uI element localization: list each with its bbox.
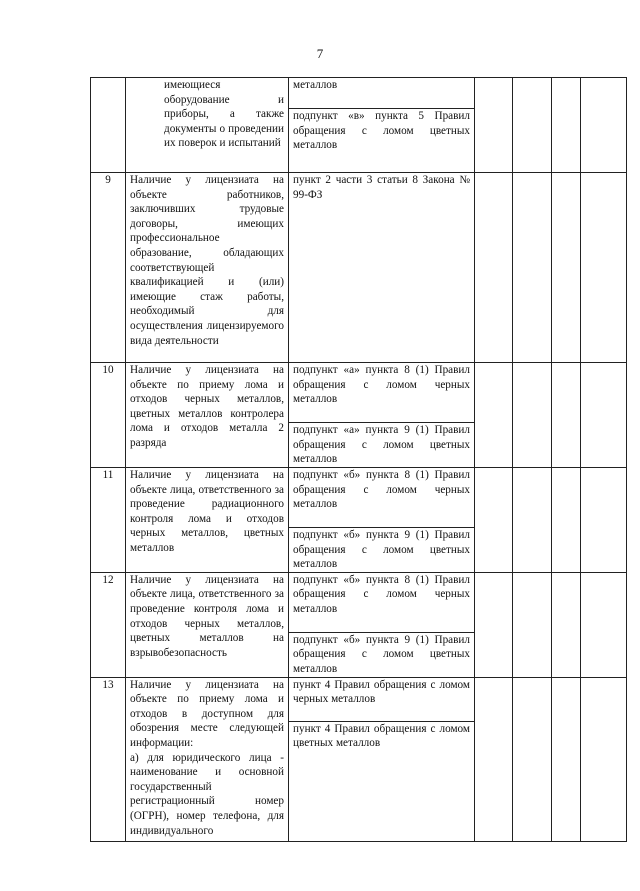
check-cell-note [581, 173, 627, 363]
legal-reference: подпункт «б» пункта 9 (1) Правил обращения с ломом цветных металлов [289, 528, 475, 573]
check-cell-no [513, 173, 552, 363]
table-row [91, 173, 627, 363]
legal-reference: подпункт «а» пункта 8 (1) Правил обращения с ломом черных металлов [289, 363, 475, 423]
check-cell-na [552, 363, 581, 468]
row-number: 12 [91, 572, 126, 677]
check-cell-note [581, 78, 627, 173]
check-cell-no [513, 572, 552, 677]
requirement-text: Наличие у лицензиата на объекте по приему лома и отходов черных металлов, цветных металлов контролера лома и отходов металла 2 разряда [126, 363, 289, 468]
legal-reference: пункт 4 Правил обращения с ломом цветных металлов [289, 721, 475, 841]
row-number: 11 [91, 468, 126, 573]
check-cell-yes [475, 363, 513, 468]
check-cell-yes [475, 677, 513, 841]
page-number: 7 [316, 46, 324, 61]
requirement-text [126, 677, 289, 841]
check-cell-no [513, 468, 552, 573]
row-number: 10 [91, 363, 126, 468]
check-cell-yes [475, 78, 513, 173]
check-cell-na [552, 78, 581, 173]
checklist-table [90, 77, 627, 842]
check-cell-note [581, 363, 627, 468]
row-number: 9 [91, 173, 126, 363]
requirement-text: Наличие у лицензиата на объекте работников, заключивших трудовые договоры, имеющих профессиональное образование, обладающих соответствующей квалификацией и (или) имеющие стаж работы, необходимый для осуществления лицензируемого вида деятельности [126, 173, 289, 363]
legal-reference: пункт 4 Правил обращения с ломом черных металлов [289, 677, 475, 721]
check-cell-no [513, 363, 552, 468]
requirement-subitem: а) для юридического лица - наименование и основной государственный регистрационный номер (ОГРН), номер телефона, для индивидуального [130, 751, 284, 837]
requirement-text: Наличие у лицензиата на объекте лица, ответственного за проведение контроля лома и отходов черных металлов, цветных металлов на взрывобезопасность [126, 572, 289, 677]
legal-reference: металлов [289, 78, 475, 109]
requirement-text-body: Наличие у лицензиата на объекте по приему лома и отходов в доступном для обозрения месте следующей информации: [130, 678, 284, 749]
table-row [91, 363, 627, 423]
legal-reference: подпункт «б» пункта 9 (1) Правил обращения с ломом цветных металлов [289, 632, 475, 677]
requirement-text-body: имеющиеся оборудование и приборы, а также документы о проведении их поверок и испытаний [164, 79, 284, 150]
requirement-text [126, 78, 289, 173]
table-row [91, 468, 627, 528]
check-cell-yes [475, 468, 513, 573]
legal-reference: пункт 2 части 3 статьи 8 Закона № 99-ФЗ [289, 173, 475, 363]
check-cell-no [513, 677, 552, 841]
check-cell-na [552, 572, 581, 677]
table-row [91, 677, 627, 721]
row-number [91, 78, 126, 173]
check-cell-note [581, 572, 627, 677]
check-cell-na [552, 677, 581, 841]
legal-reference: подпункт «в» пункта 5 Правил обращения с ломом цветных металлов [289, 109, 475, 173]
check-cell-note [581, 677, 627, 841]
legal-reference: подпункт «б» пункта 8 (1) Правил обращения с ломом черных металлов [289, 468, 475, 528]
check-cell-na [552, 468, 581, 573]
table-row [91, 572, 627, 632]
check-cell-yes [475, 572, 513, 677]
legal-reference: подпункт «а» пункта 9 (1) Правил обращения с ломом цветных металлов [289, 423, 475, 468]
requirement-text: Наличие у лицензиата на объекте лица, ответственного за проведение радиационного контроля лома и отходов черных металлов, цветных металлов [126, 468, 289, 573]
check-cell-note [581, 468, 627, 573]
check-cell-no [513, 78, 552, 173]
legal-reference: подпункт «б» пункта 8 (1) Правил обращения с ломом черных металлов [289, 572, 475, 632]
check-cell-yes [475, 173, 513, 363]
check-cell-na [552, 173, 581, 363]
row-number: 13 [91, 677, 126, 841]
table-row [91, 78, 627, 109]
